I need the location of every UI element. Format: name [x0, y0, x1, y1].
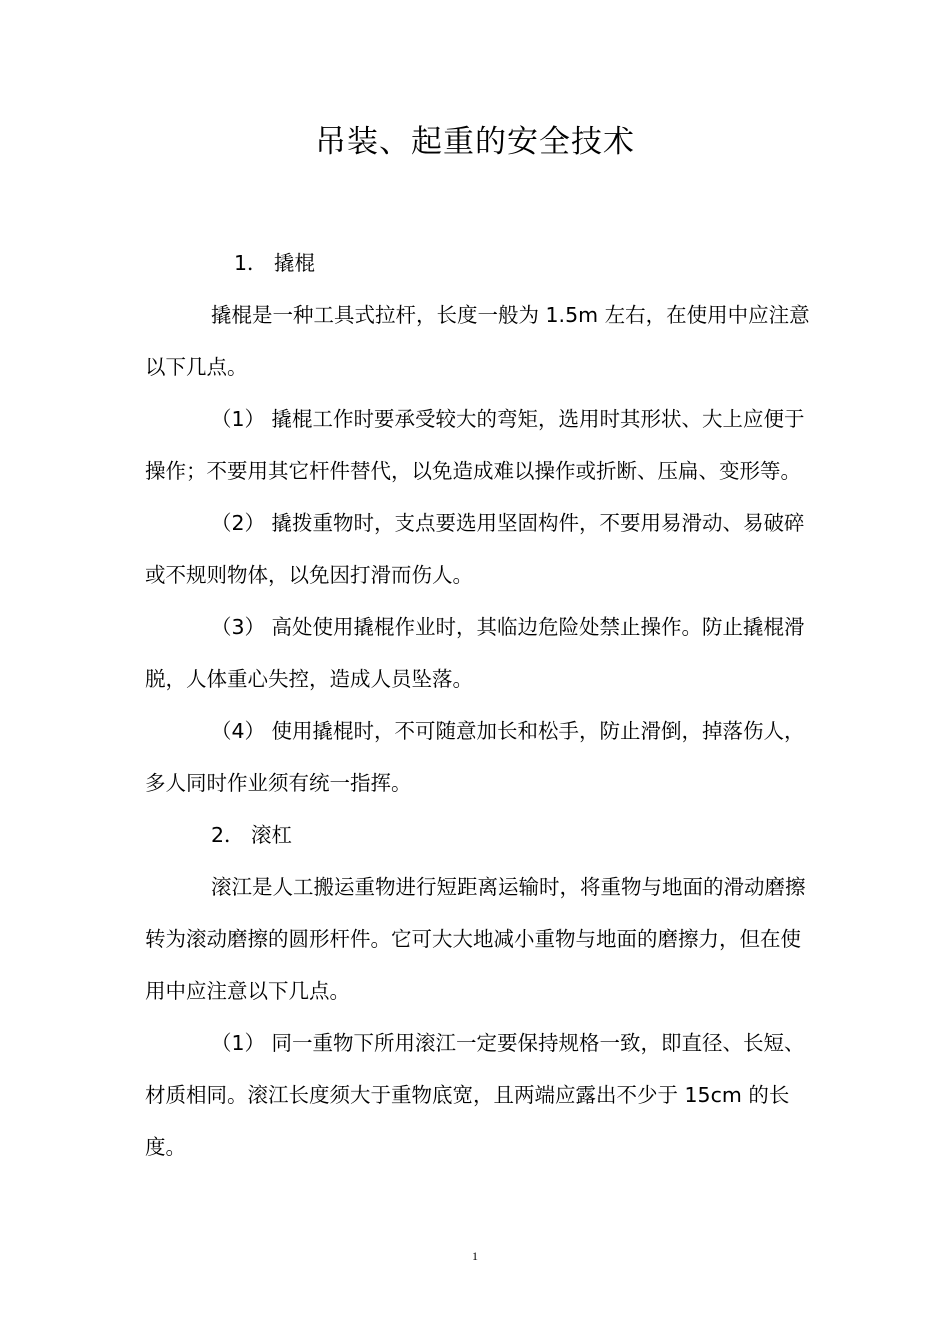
paragraph: 滚江是人工搬运重物进行短距离运输时，将重物与地面的滑动磨擦转为滚动磨擦的圆形杆件。它可大大地减小重物与地面的磨擦力，但在使用中应注意以下几点。	[145, 875, 806, 1003]
page-number: 1	[472, 1249, 478, 1263]
paragraph: （2） 撬拨重物时，支点要选用坚固构件，不要用易滑动、易破碎或不规则物体，以免因打滑而伤人。	[145, 511, 805, 587]
section-heading-crowbar: 1． 撬棍	[234, 251, 316, 275]
section-heading-roller: 2． 滚杠	[211, 823, 293, 847]
paragraph: （3） 高处使用撬棍作业时，其临边危险处禁止操作。防止撬棍滑脱，人体重心失控，造成人员坠落。	[145, 615, 805, 691]
paragraph: 撬棍是一种工具式拉杆，长度一般为 1.5m 左右，在使用中应注意以下几点。	[145, 303, 810, 379]
paragraph: （1） 撬棍工作时要承受较大的弯矩，选用时其形状、大上应便于操作；不要用其它杆件替代，以免造成难以操作或折断、压扁、变形等。	[145, 407, 805, 483]
paragraph: （4） 使用撬棍时，不可随意加长和松手，防止滑倒，掉落伤人，多人同时作业须有统一指挥。	[145, 719, 805, 795]
page-title: 吊装、起重的安全技术	[315, 124, 635, 160]
document-body	[145, 237, 810, 1173]
paragraph: （1） 同一重物下所用滚江一定要保持规格一致，即直径、长短、材质相同。滚江长度须大于重物底宽，且两端应露出不少于 15cm 的长度。	[145, 1031, 805, 1159]
